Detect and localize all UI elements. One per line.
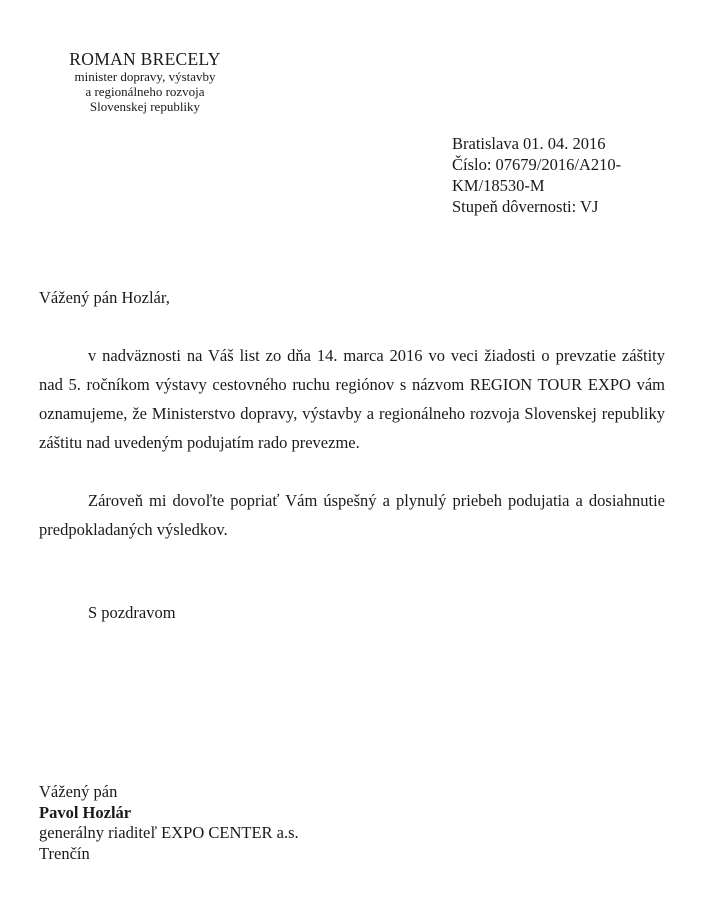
recipient-address — [39, 782, 299, 864]
place-date: Bratislava 01. 04. 2016 — [452, 134, 606, 153]
body-paragraph: Zároveň mi dovoľte popriať Vám úspešný a plynulý priebeh podujatia a dosiahnutie predpokladaných výsledkov. — [39, 491, 665, 539]
sender-name: ROMAN BRECELY — [69, 49, 221, 69]
sender-role-line: minister dopravy, výstavby — [74, 69, 216, 84]
letter-meta — [452, 133, 621, 217]
reference-number-line: Číslo: 07679/2016/A210- — [452, 155, 622, 174]
salutation: Vážený pán Hozlár, — [39, 288, 170, 307]
sender-role-line: a regionálneho rozvoja — [85, 84, 205, 99]
body-paragraph: v nadväznosti na Váš list zo dňa 14. marca 2016 vo veci žiadosti o prevzatie záštity nad 5. ročníkom výstavy cestovného ruchu regiónov s názvom REGION TOUR EXPO vám oznamujeme, že Ministerstvo dopravy, výstavby a regionálneho rozvoja Slovenskej republiky záštitu nad uvedeným podujatím rado prevezme. — [39, 346, 665, 452]
recipient-title: Vážený pán — [39, 782, 118, 801]
confidentiality-level: Stupeň dôvernosti: VJ — [452, 197, 599, 216]
recipient-name: Pavol Hozlár — [39, 802, 132, 822]
recipient-city: Trenčín — [39, 843, 90, 863]
reference-number-line: KM/18530-M — [452, 176, 545, 195]
sender-role-line: Slovenskej republiky — [89, 99, 201, 114]
recipient-position: generálny riaditeľ EXPO CENTER a.s. — [39, 823, 299, 842]
closing: S pozdravom — [88, 603, 176, 622]
sender-header — [40, 49, 250, 114]
